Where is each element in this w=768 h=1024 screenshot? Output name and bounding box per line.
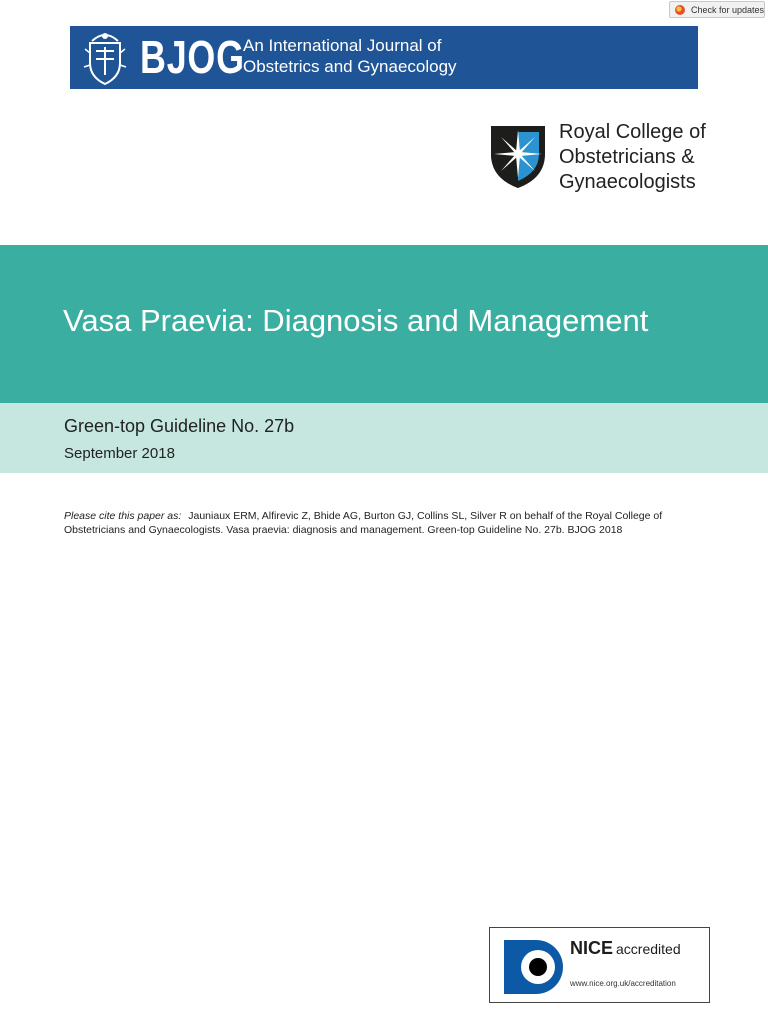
nice-logo-icon: [498, 934, 564, 1000]
journal-subtitle-line1: An International Journal of: [243, 36, 442, 55]
check-for-updates-button[interactable]: [669, 1, 765, 18]
check-for-updates-label: Check for updates: [691, 4, 765, 15]
title-band: [0, 245, 768, 403]
citation-text: Jauniaux ERM, Alfirevic Z, Bhide AG, Burton GJ, Collins SL, Silver R on behalf of the Royal College of Obstetricians and Gynaecologists. Vasa praevia: diagnosis and management. Green-top Guideline No. 27b. BJOG 2018: [64, 510, 663, 536]
guideline-number: Green-top Guideline No. 27b: [64, 416, 295, 436]
publisher-name: [559, 120, 706, 195]
citation-prefix: Please cite this paper as:: [64, 510, 182, 522]
nice-accreditation-badge: [489, 927, 710, 1003]
journal-banner: [70, 26, 698, 89]
document-title: Vasa Praevia: Diagnosis and Management: [63, 303, 649, 338]
nice-name: NICE: [570, 938, 614, 958]
rcog-shield-icon: [489, 124, 547, 190]
citation: [64, 509, 704, 537]
nice-accredited-word: accredited: [616, 941, 681, 957]
journal-subtitle: [243, 35, 457, 77]
nice-url: www.nice.org.uk/accreditation: [570, 979, 676, 988]
journal-subtitle-line2: Obstetrics and Gynaecology: [243, 57, 457, 76]
nice-title: [570, 938, 681, 959]
publisher-line3: Gynaecologists: [559, 171, 696, 193]
publisher-line2: Obstetricians &: [559, 146, 695, 168]
guideline-band: [0, 403, 768, 473]
journal-crest-icon: [82, 29, 128, 86]
publisher-line1: Royal College of: [559, 121, 706, 143]
updates-icon: [675, 5, 685, 15]
journal-mark: BJOG: [140, 31, 245, 83]
guideline-date: September 2018: [64, 445, 175, 462]
